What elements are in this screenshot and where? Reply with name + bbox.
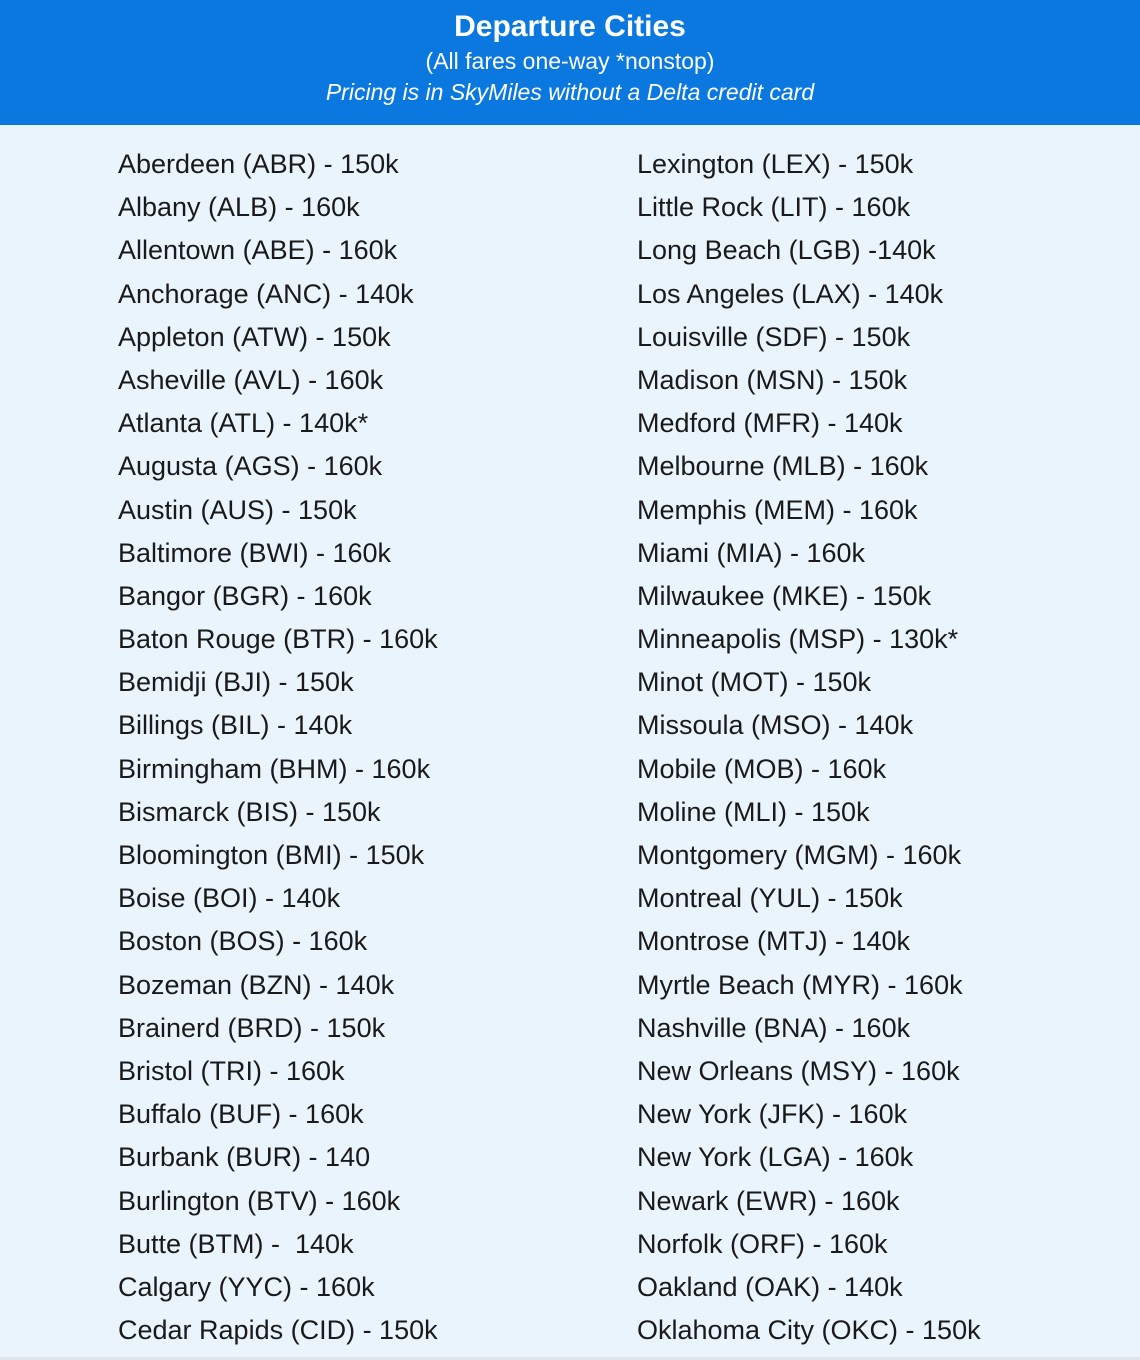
city-fare-item: Oakland (OAK) - 140k [637,1271,903,1302]
city-fare-item: Cedar Rapids (CID) - 150k [118,1315,438,1346]
city-fare-item: Aberdeen (ABR) - 150k [118,149,399,179]
city-fare-item: Newark (EWR) - 160k [637,1185,900,1216]
city-fare-item: Albany (ALB) - 160k [118,192,360,223]
city-list-right [637,143,981,1352]
city-fare-item: Calgary (YYC) - 160k [118,1271,375,1302]
city-fare-item: Oklahoma City (OKC) - 150k [637,1315,981,1346]
header-banner [0,0,1140,125]
city-fare-item: Bozeman (BZN) - 140k [118,969,395,1000]
city-fare-item: Bismarck (BIS) - 150k [118,796,381,827]
city-fare-item: Asheville (AVL) - 160k [118,364,384,395]
city-fare-item: Minneapolis (MSP) - 130k* [637,624,959,655]
city-fare-item: Boston (BOS) - 160k [118,926,368,957]
city-fare-item: New York (LGA) - 160k [637,1142,914,1173]
city-fare-item: Burbank (BUR) - 140 [118,1142,371,1173]
city-fare-item: Augusta (AGS) - 160k [118,451,383,482]
city-fare-item: Montrose (MTJ) - 140k [637,926,911,957]
city-fare-item: Madison (MSN) - 150k [637,364,908,395]
city-fare-item: Montgomery (MGM) - 160k [637,840,962,870]
city-fare-item: Long Beach (LGB) -140k [637,235,936,266]
city-fare-item: Memphis (MEM) - 160k [637,494,918,525]
city-fare-item: Appleton (ATW) - 150k [118,321,391,352]
city-fare-item: Norfolk (ORF) - 160k [637,1228,888,1259]
city-fare-item: Missoula (MSO) - 140k [637,710,914,741]
city-fare-item: New Orleans (MSY) - 160k [637,1055,960,1086]
city-fare-item: Boise (BOI) - 140k [118,883,341,914]
city-fare-item: Lexington (LEX) - 150k [637,149,914,179]
city-fare-item: Nashville (BNA) - 160k [637,1012,911,1043]
city-fare-item: Bangor (BGR) - 160k [118,580,372,611]
city-fare-item: New York (JFK) - 160k [637,1099,908,1130]
city-fare-item: Burlington (BTV) - 160k [118,1185,401,1216]
city-fare-item: Bemidji (BJI) - 150k [118,667,354,698]
city-fare-item: Brainerd (BRD) - 150k [118,1012,386,1043]
city-fare-item: Baltimore (BWI) - 160k [118,537,392,568]
city-fare-item: Allentown (ABE) - 160k [118,235,398,266]
page-subtitle: (All fares one-way *nonstop) [425,48,715,74]
city-fare-item: Minot (MOT) - 150k [637,667,872,698]
city-fare-item: Little Rock (LIT) - 160k [637,192,911,223]
city-fare-item: Medford (MFR) - 140k [637,408,903,439]
city-fare-item: Buffalo (BUF) - 160k [118,1099,364,1130]
city-fare-item: Billings (BIL) - 140k [118,710,353,741]
city-fare-item: Austin (AUS) - 150k [118,494,357,525]
city-fare-item: Butte (BTM) - 140k [118,1228,354,1259]
city-fare-item: Mobile (MOB) - 160k [637,753,887,784]
city-fare-item: Baton Rouge (BTR) - 160k [118,624,438,655]
city-fare-item: Louisville (SDF) - 150k [637,321,911,352]
city-fare-item: Birmingham (BHM) - 160k [118,753,431,784]
city-fare-item: Milwaukee (MKE) - 150k [637,580,932,611]
page-title: Departure Cities [454,10,686,43]
city-fare-item: Montreal (YUL) - 150k [637,883,903,914]
city-fare-item: Miami (MIA) - 160k [637,537,866,568]
city-fare-item: Bristol (TRI) - 160k [118,1055,345,1086]
city-fare-item: Atlanta (ATL) - 140k* [118,408,369,439]
city-fare-item: Bloomington (BMI) - 150k [118,840,425,870]
city-fare-item: Los Angeles (LAX) - 140k [637,278,944,309]
city-fare-item: Anchorage (ANC) - 140k [118,278,414,309]
city-fare-item: Myrtle Beach (MYR) - 160k [637,969,963,1000]
pricing-note: Pricing is in SkyMiles without a Delta credit card [325,79,815,105]
city-fare-item: Moline (MLI) - 150k [637,796,870,827]
city-list-left [118,143,438,1352]
city-fare-item: Melbourne (MLB) - 160k [637,451,929,482]
